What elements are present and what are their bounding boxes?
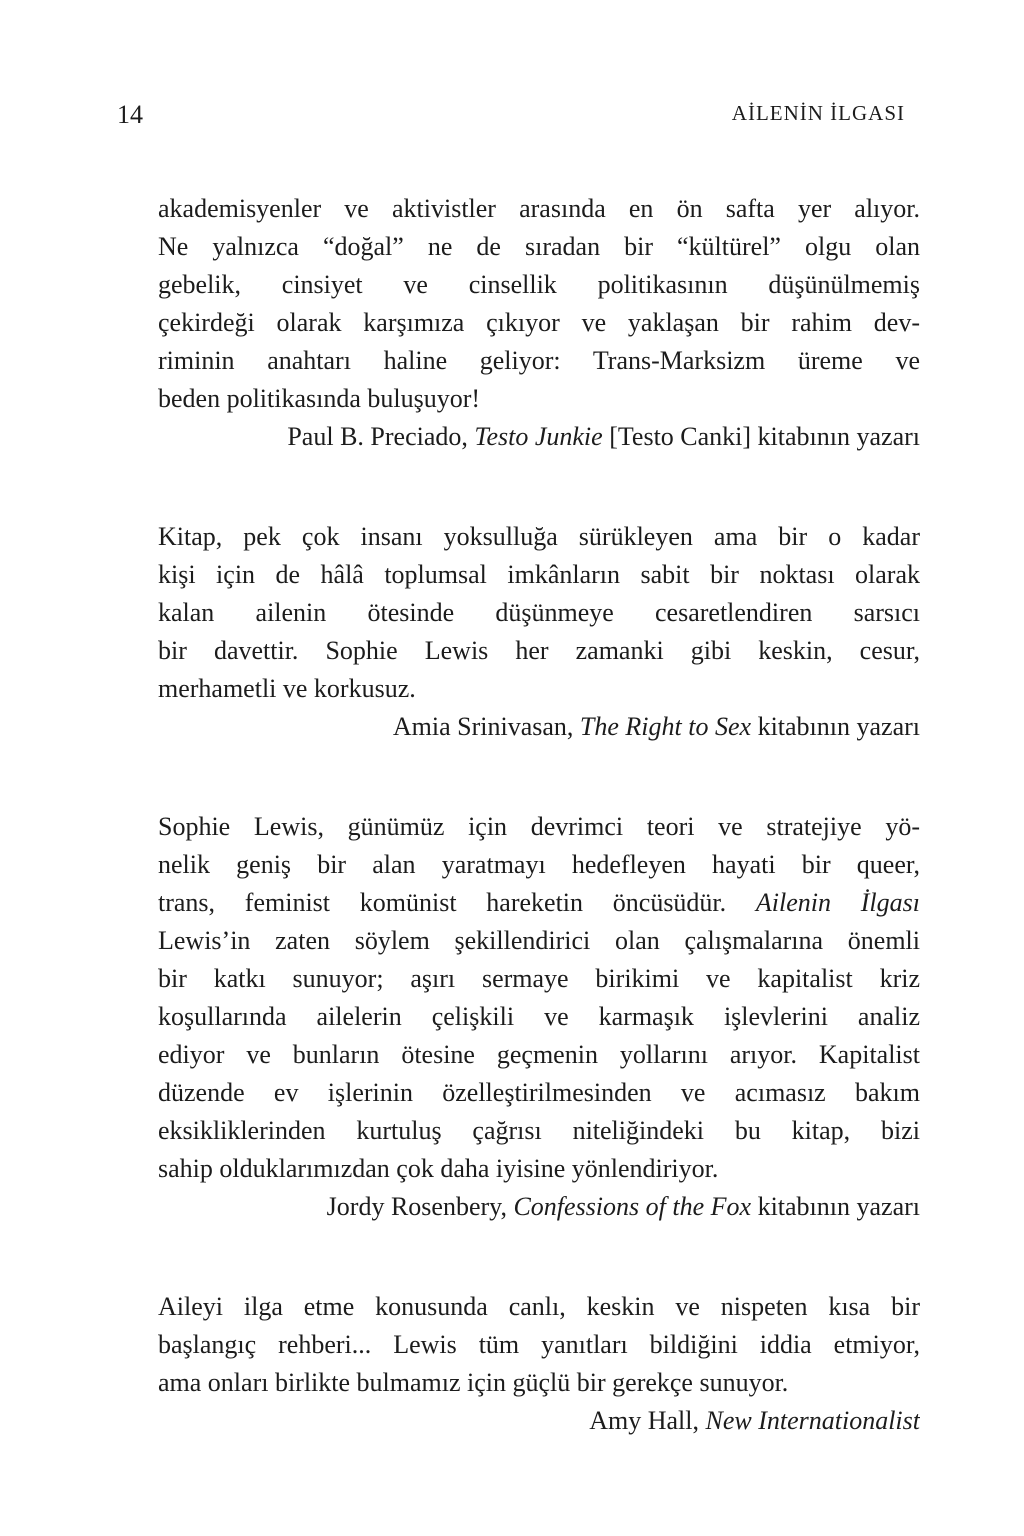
text-segment: [Testo Canki] kitabının yazarı bbox=[602, 422, 920, 451]
book-title: Confessions of the Fox bbox=[513, 1192, 752, 1221]
text-segment: gebelik, cinsiyet ve cinsellik politikasının düşünülmemiş bbox=[158, 270, 920, 299]
text-segment: Kitap, pek çok insanı yoksulluğa sürükleyen ama bir o kadar bbox=[158, 522, 920, 551]
text-line bbox=[158, 228, 920, 266]
text-segment: Amia Srinivasan, bbox=[392, 712, 580, 741]
text-segment: bir davettir. Sophie Lewis her zamanki gibi keskin, cesur, bbox=[158, 636, 920, 665]
book-title: The Right to Sex bbox=[579, 712, 752, 741]
running-title: AİLENİN İLGASI bbox=[731, 101, 905, 125]
text-line bbox=[158, 670, 920, 708]
text-segment: merhametli ve korkusuz. bbox=[158, 674, 416, 703]
blurb bbox=[158, 1288, 920, 1440]
blurb bbox=[158, 808, 920, 1226]
text-segment: kişi için de hâlâ toplumsal imkânların sabit bir noktası olarak bbox=[158, 560, 920, 589]
text-segment: eksikliklerinden kurtuluş çağrısı niteliğindeki bu kitap, bizi bbox=[158, 1116, 920, 1145]
text-line bbox=[158, 1112, 920, 1150]
text-line bbox=[158, 632, 920, 670]
text-line bbox=[158, 1364, 920, 1402]
text-segment: kitabının yazarı bbox=[751, 1192, 920, 1221]
text-line bbox=[158, 594, 920, 632]
text-line bbox=[158, 1036, 920, 1074]
text-segment: Ne yalnızca “doğal” ne de sıradan bir “kültürel” olgu olan bbox=[158, 232, 920, 261]
text-line bbox=[158, 922, 920, 960]
text-line bbox=[158, 1150, 920, 1188]
text-segment: Paul B. Preciado, bbox=[287, 422, 475, 451]
attribution-line bbox=[158, 1402, 920, 1440]
text-line bbox=[158, 380, 920, 418]
text-segment: ediyor ve bunların ötesine geçmenin yollarını arıyor. Kapitalist bbox=[158, 1040, 920, 1069]
text-line bbox=[158, 556, 920, 594]
text-line bbox=[158, 518, 920, 556]
text-segment: koşullarında ailelerin çelişkili ve karmaşık işlevlerini analiz bbox=[158, 1002, 920, 1031]
text-segment: Lewis’in zaten söylem şekillendirici olan çalışmalarına önemli bbox=[158, 926, 920, 955]
blurb bbox=[158, 518, 920, 746]
text-segment: düzende ev işlerinin özelleştirilmesinden ve acımasız bakım bbox=[158, 1078, 920, 1107]
text-line bbox=[158, 998, 920, 1036]
attribution-line bbox=[158, 1188, 920, 1226]
text-line bbox=[158, 342, 920, 380]
text-segment: bir katkı sunuyor; aşırı sermaye birikimi ve kapitalist kriz bbox=[158, 964, 920, 993]
text-segment: Jordy Rosenbery, bbox=[326, 1192, 514, 1221]
attribution-line bbox=[158, 418, 920, 456]
text-segment: başlangıç rehberi... Lewis tüm yanıtları bildiğini iddia etmiyor, bbox=[158, 1330, 920, 1359]
text-segment: nelik geniş bir alan yaratmayı hedefleyen hayati bir queer, bbox=[158, 850, 920, 879]
text-segment: çekirdeği olarak karşımıza çıkıyor ve yaklaşan bir rahim dev- bbox=[158, 308, 920, 337]
book-title: New Internationalist bbox=[705, 1406, 920, 1435]
book-title: Ailenin İlgası bbox=[755, 888, 920, 917]
text-segment: akademisyenler ve aktivistler arasında en ön safta yer alıyor. bbox=[158, 194, 920, 223]
page-number: 14 bbox=[117, 100, 143, 129]
text-segment: riminin anahtarı haline geliyor: Trans-Marksizm üreme ve bbox=[158, 346, 920, 375]
text-line bbox=[158, 1074, 920, 1112]
text-line bbox=[158, 266, 920, 304]
text-segment: Amy Hall, bbox=[589, 1406, 706, 1435]
book-title: Testo Junkie bbox=[474, 422, 603, 451]
text-line bbox=[158, 884, 920, 922]
text-segment: kalan ailenin ötesinde düşünmeye cesaretlendiren sarsıcı bbox=[158, 598, 920, 627]
text-segment: kitabının yazarı bbox=[751, 712, 920, 741]
attribution-line bbox=[158, 708, 920, 746]
text-segment: beden politikasında buluşuyor! bbox=[158, 384, 481, 413]
text-segment: Sophie Lewis, günümüz için devrimci teori ve stratejiye yö- bbox=[158, 812, 920, 841]
text-line bbox=[158, 846, 920, 884]
text-line bbox=[158, 960, 920, 998]
blurb-list bbox=[158, 190, 920, 1440]
blurb bbox=[158, 190, 920, 456]
text-line bbox=[158, 190, 920, 228]
text-segment: trans, feminist komünist hareketin öncüsüdür. bbox=[158, 888, 756, 917]
text-segment: Aileyi ilga etme konusunda canlı, keskin ve nispeten kısa bir bbox=[158, 1292, 920, 1321]
text-line bbox=[158, 808, 920, 846]
text-line bbox=[158, 304, 920, 342]
text-segment: ama onları birlikte bulmamız için güçlü bir gerekçe sunuyor. bbox=[158, 1368, 789, 1397]
text-line bbox=[158, 1326, 920, 1364]
text-segment: sahip olduklarımızdan çok daha iyisine yönlendiriyor. bbox=[158, 1154, 719, 1183]
text-line bbox=[158, 1288, 920, 1326]
